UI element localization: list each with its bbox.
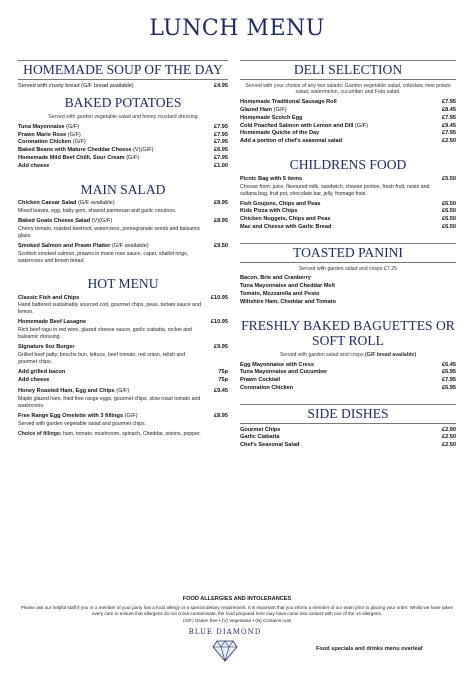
menu-item — [18, 295, 228, 303]
menu-item — [18, 124, 228, 132]
item-tag: (G/F bread available) — [81, 82, 134, 89]
menu-item — [240, 115, 456, 123]
soup-section — [18, 83, 228, 91]
menu-item — [240, 201, 456, 209]
deli-section — [240, 99, 456, 146]
menu-item — [18, 147, 228, 155]
item-price: £6.95 — [214, 147, 228, 154]
soup-heading: HOMEMADE SOUP OF THE DAY — [18, 60, 228, 80]
sides-section — [240, 427, 456, 450]
menu-item — [18, 139, 228, 147]
menu-item — [240, 427, 456, 435]
item-name: Tuna Mayonnaise and Cheddar Melt — [240, 283, 336, 290]
menu-item — [240, 291, 456, 299]
menu-item — [240, 283, 456, 291]
menu-item — [18, 155, 228, 163]
item-name: Tuna Mayonnaise and Cucumber — [240, 369, 328, 376]
menu-item — [240, 369, 456, 377]
menu-item — [240, 442, 456, 450]
allergy-notice — [18, 596, 456, 624]
item-tag: (G/F) — [67, 131, 81, 138]
item-price: £9.95 — [214, 344, 228, 351]
menu-item — [18, 388, 228, 396]
item-tag: (G/F) — [66, 123, 80, 130]
item-name: Signature 6oz Burger — [18, 344, 75, 351]
item-price: £8.95 — [214, 200, 228, 207]
menu-item — [240, 130, 456, 138]
item-tag: (G/F) — [273, 106, 287, 113]
item-description: Maple glazed ham, fried free range eggs, gourmet chips, slow roast tomato and watercress. — [18, 395, 201, 409]
potatoes-heading: BAKED POTATOES — [64, 95, 182, 111]
item-price: £9.50 — [214, 243, 228, 250]
item-name: Homemade Mild Beef Chilli, Sour Cream — [18, 155, 125, 162]
item-description: Mixed leaves, egg, baby gem, shaved parmesan and garlic croutons. — [18, 208, 177, 215]
item-name: Homemade Traditional Sausage Roll — [240, 99, 337, 106]
childrens-heading: CHILDRENS FOOD — [289, 157, 407, 173]
menu-item — [18, 319, 228, 327]
item-price: £7.95 — [214, 131, 228, 138]
item-name: Wiltshire Ham, Cheddar and Tomato — [240, 298, 336, 305]
item-price: £2.50 — [442, 434, 456, 441]
item-description: Grilled beef patty, brioche bun, lettuce, beef tomato, red onion, relish and gourmet chips. — [18, 352, 186, 366]
item-name: Mac and Cheese with Garlic Bread — [240, 224, 332, 231]
baguettes-heading: FRESHLY BAKED BAGUETTES OR SOFT ROLL — [241, 317, 455, 349]
item-tag: (G/F) — [72, 139, 86, 146]
item-price: £4.95 — [214, 82, 228, 89]
item-tag: (G/F) — [116, 387, 130, 394]
item-name: Homemade Beef Lasagne — [18, 319, 87, 326]
item-tag: (G/F available) — [111, 243, 149, 250]
item-price: 75p — [218, 369, 228, 376]
item-name: Add a portion of chef's seasonal salad — [240, 138, 343, 145]
item-price: £8.95 — [214, 412, 228, 419]
menu-item — [18, 218, 228, 226]
item-price: £6.50 — [442, 208, 456, 215]
item-description: Served with garden vegetable salad and gourmet chips. — [18, 420, 147, 427]
item-price: £7.95 — [442, 130, 456, 137]
item-tag: (G/F) — [126, 155, 140, 162]
item-name: Cold Poached Salmon with Lemon and Dill — [240, 122, 354, 129]
menu-item — [240, 275, 456, 283]
right-column — [240, 60, 456, 455]
item-price: £8.95 — [214, 218, 228, 225]
item-description: Scottish smoked salmon, prawns in marie rose sauce, caper, shallot rings, watercress and brown bread. — [18, 250, 189, 264]
page-title: LUNCH MENU — [149, 16, 325, 41]
allergy-heading: FOOD ALLERGIES AND INTOLERANCES — [182, 596, 292, 602]
item-name: Garlic Ciabatta — [240, 434, 280, 441]
item-description: Rich beef ragu in red wine, glazed cheese sauce, garlic ciabatta, rocket and balsamic dressing. — [18, 327, 192, 341]
allergy-text: Please ask our helpful staff if you or a member of your party has a food allergy or a special dietary requirement. It is important that you inform a member of our team prior to placing your order. Whilst we have taken every care to ensure that allergens do not cross-contaminate, the food prepared here may have come into contact with one of the 14 allergens. — [20, 605, 454, 617]
item-description: Choose from: juice, flavoured milk, sandwich, cheese portion, fresh fruit, raisin and sultana bag, fruit pot, chocolate bar, jelly, fromage frais. — [240, 183, 430, 197]
item-name: Gourmet Chips — [240, 426, 281, 433]
menu-item — [18, 163, 228, 171]
brand-logo — [170, 628, 280, 668]
item-price: £7.95 — [214, 139, 228, 146]
menu-item — [240, 123, 456, 131]
item-price: £1.00 — [214, 162, 228, 169]
menu-item — [240, 208, 456, 216]
hot-menu-section — [18, 295, 228, 438]
item-name: Coronation Chicken — [240, 385, 294, 392]
item-name: Add cheese — [18, 162, 50, 169]
item-price: £6.50 — [442, 200, 456, 207]
item-description: Hand battered sustainably sourced cod, gourmet chips, peas, tartare sauce and lemon. — [18, 302, 201, 316]
menu-item — [240, 107, 456, 115]
item-price: £2.50 — [442, 442, 456, 449]
item-name: Add cheese — [18, 377, 50, 384]
item-name: Baked Goats Cheese Salad — [18, 218, 91, 225]
panini-section — [240, 275, 456, 306]
item-name: Baked Beans with Mature Cheddar Cheese — [18, 147, 132, 154]
item-name: Chicken Caesar Salad — [18, 200, 77, 207]
item-price: £2.90 — [442, 426, 456, 433]
menu-item — [18, 369, 228, 377]
item-name: Fish Goujons, Chips and Peas — [240, 200, 321, 207]
menu-item — [240, 138, 456, 146]
item-name: Add grilled bacon — [18, 369, 66, 376]
item-price: £6.95 — [442, 385, 456, 392]
item-name: Smoked Salmon and Prawn Platter — [18, 243, 111, 250]
item-name: Homemade Quiche of the Day — [240, 130, 320, 137]
item-name: Kids Pizza with Chips — [240, 208, 298, 215]
subtitle-text: Served with garden salad and crisps — [279, 351, 364, 358]
subtitle-tag: (G/F bread available) — [365, 351, 417, 358]
item-price: 75p — [218, 377, 228, 384]
item-price: £2.50 — [442, 138, 456, 145]
item-price: £7.95 — [214, 123, 228, 130]
item-name: Glazed Ham — [240, 106, 273, 113]
menu-item — [18, 132, 228, 140]
footer-note: Food specials and drinks menu overleaf — [316, 646, 423, 652]
item-price: £7.95 — [442, 99, 456, 106]
item-price: £6.95 — [442, 369, 456, 376]
item-name: Tomato, Mozzarella and Pesto — [240, 290, 320, 297]
menu-item — [240, 434, 456, 442]
item-description: ham, tomato, mushroom, spinach, Cheddar, onions, pepper. — [62, 430, 201, 437]
item-price: £6.45 — [442, 361, 456, 368]
menu-item — [18, 344, 228, 352]
childrens-section — [240, 176, 456, 232]
item-tag: (V)(G/F) — [91, 218, 113, 225]
item-price: £10.95 — [210, 294, 228, 301]
item-name: Tuna Mayonnaise — [18, 123, 65, 130]
item-name: Served with crusty bread — [18, 82, 80, 89]
menu-item — [240, 385, 456, 393]
item-tag: (V)(G/F) — [133, 147, 154, 154]
menu-item — [18, 377, 228, 385]
menu-item — [240, 224, 456, 232]
menu-item — [240, 176, 456, 184]
item-name: Chicken Nuggets, Chips and Peas — [240, 216, 331, 223]
item-price: £7.95 — [442, 114, 456, 121]
diamond-icon — [212, 640, 238, 662]
item-name: Picnic Bag with 5 items — [240, 175, 303, 182]
item-name: Homemade Scotch Egg — [240, 114, 303, 121]
item-price: £7.95 — [214, 155, 228, 162]
item-name: Free Range Egg Omelette with 3 fillings — [18, 412, 124, 419]
menu-item — [18, 200, 228, 208]
item-price: £6.50 — [442, 224, 456, 231]
item-name: Choice of fillings: — [18, 430, 62, 437]
item-tag: (G/F available) — [78, 200, 115, 207]
main-salad-heading: MAIN SALAD — [80, 181, 166, 197]
item-tag: (G/F) — [355, 122, 369, 129]
item-price: £9.45 — [214, 387, 228, 394]
item-price: £5.50 — [442, 175, 456, 182]
sides-heading: SIDE DISHES — [240, 404, 456, 424]
item-name: Egg Mayonnaise with Cress — [240, 361, 314, 368]
menu-item — [18, 243, 228, 251]
item-price: £7.95 — [442, 377, 456, 384]
panini-heading: TOASTED PANINI — [240, 243, 456, 263]
item-name: Coronation Chicken — [18, 139, 72, 146]
item-name: Chef's Seasonal Salad — [240, 442, 300, 449]
fillings-note — [18, 431, 228, 438]
menu-item — [240, 99, 456, 107]
menu-item — [240, 216, 456, 224]
menu-item — [18, 83, 228, 91]
main-salad-section — [18, 200, 228, 265]
menu-item — [18, 413, 228, 421]
brand-name: BLUE DIAMOND — [188, 628, 262, 636]
item-description: Cherry tomato, roasted beetroot, watercress, pomegranate seeds and balsamic glaze. — [18, 226, 201, 240]
deli-subtitle: Served with your choice of any two salads: Garden vegetable salad, coleslaw, new potato salad, watermelon, cucumber and Feta salad. — [245, 82, 451, 96]
menu-item — [240, 362, 456, 370]
potatoes-section — [18, 124, 228, 171]
baguettes-section — [240, 362, 456, 393]
item-name: Prawn Cocktail — [240, 377, 281, 384]
item-price: £10.95 — [210, 319, 228, 326]
item-name: Classic Fish and Chips — [18, 294, 80, 301]
item-price: £8.45 — [442, 106, 456, 113]
left-column — [18, 60, 228, 443]
item-tag: (G/F) — [124, 412, 138, 419]
allergy-key: (G/F) Gluten free • (V) Vegetarian • (N) Contains nuts — [182, 617, 292, 623]
panini-subtitle: Served with garden salad and crisps £7.25 — [298, 265, 398, 272]
item-price: £6.50 — [442, 216, 456, 223]
potatoes-subtitle: Served with garden vegetable salad and honey mustard dressing — [48, 114, 198, 121]
item-name: Bacon, Brie and Cranberry — [240, 275, 311, 282]
item-name: Honey Roasted Ham, Egg and Chips — [18, 387, 115, 394]
item-price: £9.45 — [442, 122, 456, 129]
item-name: Prawn Marie Rose — [18, 131, 67, 138]
hot-menu-heading: HOT MENU — [87, 275, 159, 291]
deli-heading: DELI SELECTION — [240, 60, 456, 80]
baguettes-subtitle — [240, 352, 456, 359]
menu-item — [240, 299, 456, 307]
menu-item — [240, 377, 456, 385]
